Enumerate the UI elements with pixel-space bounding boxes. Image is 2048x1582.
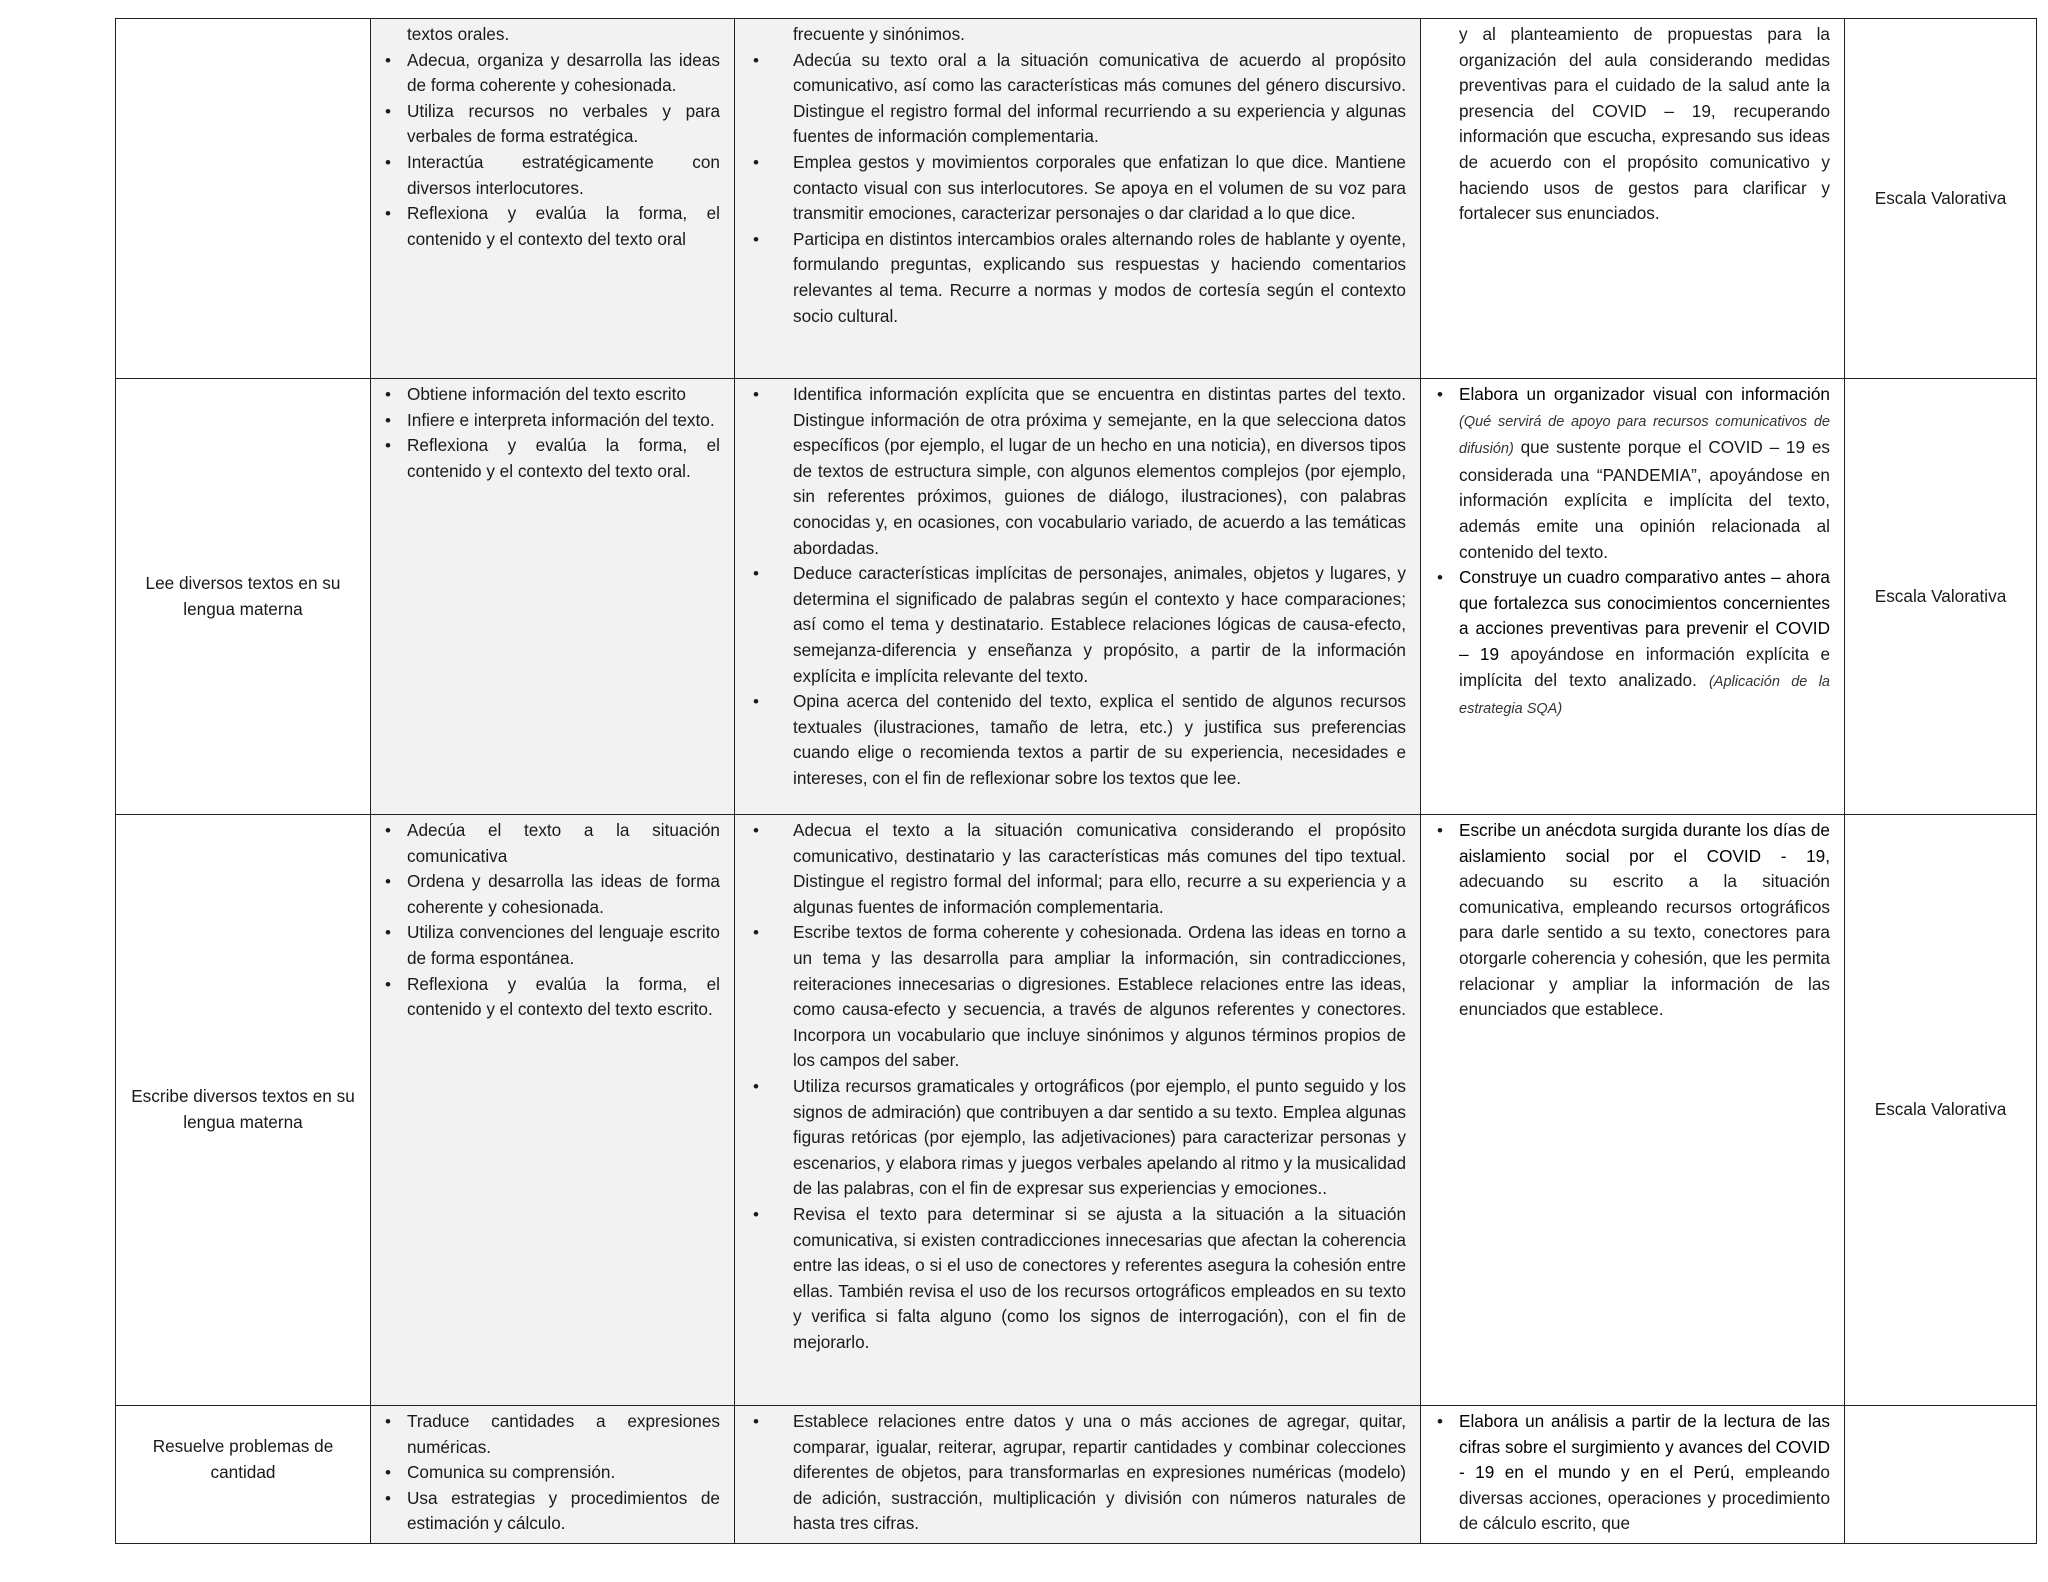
descriptor-item: • Opina acerca del contenido del texto, explica el sentido de algunos recursos textuales (ilustraciones, tamaño de letra, etc.) y justifica sus preferencias cuando elige o recomienda textos a partir de su experiencia, necesidades e intereses, con el fin de reflexionar sobre los textos que lee.: [753, 689, 1406, 791]
evidence-item: • Elabora un organizador visual con información (Qué servirá de apoyo para recursos comunicativos de difusión) que sustente porque el COVID – 19 es considerada una “PANDEMIA”, apoyándose en información explícita e implícita del texto, además emite una opinión relacionada al contenido del texto.: [1433, 382, 1830, 565]
descriptor-item: • Revisa el texto para determinar si se ajusta a la situación a la situación comunicativa, si existen contradicciones innecesarias que afectan la coherencia entre las ideas, o si el uso de conectores y referentes asegura la cohesión entre ellas. También revisa el uso de los recursos ortográficos empleados en su texto y verifica si falta alguno (como los signos de interrogación), con el fin de mejorarlo.: [753, 1202, 1406, 1356]
capacity-item: • Comunica su comprensión.: [381, 1460, 720, 1486]
capacities-cell: [371, 19, 735, 379]
table-row: [116, 815, 2037, 1406]
competency-label: Escribe diversos textos en su lengua materna: [131, 1086, 355, 1132]
table-row: [116, 1406, 2037, 1544]
evidence-cell: [1421, 379, 1845, 815]
evidence-item: • Construye un cuadro comparativo antes – ahora que fortalezca sus conocimientos concernientes a acciones preventivas para prevenir el COVID – 19 apoyándose en información explícita e implícita del texto analizado. (Aplicación de la estrategia SQA): [1433, 565, 1830, 723]
instrument-cell: [1845, 815, 2037, 1406]
capacity-item: • Reflexiona y evalúa la forma, el contenido y el contexto del texto escrito.: [381, 972, 720, 1023]
descriptors-cell: [735, 379, 1421, 815]
capacity-item: • Usa estrategias y procedimientos de estimación y cálculo.: [381, 1486, 720, 1537]
capacities-cell: [371, 1406, 735, 1544]
capacity-item: • Reflexiona y evalúa la forma, el contenido y el contexto del texto oral: [381, 201, 720, 252]
competency-label: Lee diversos textos en su lengua materna: [145, 572, 341, 619]
competency-cell: [116, 1406, 371, 1544]
competency-cell: [116, 815, 371, 1406]
instrument-cell: [1845, 379, 2037, 815]
capacity-item: textos orales.: [407, 24, 510, 44]
instrument-cell: [1845, 19, 2037, 379]
descriptor-item: • Identifica información explícita que se encuentra en distintas partes del texto. Distingue información de otra próxima y semejante, en la que selecciona datos específicos (por ejemplo, el lugar de un hecho en una noticia), en diversos tipos de textos de estructura simple, con algunos elementos complejos (por ejemplo, sin referentes próximos, guiones de diálogo, ilustraciones), con palabras conocidas y, en ocasiones, con vocabulario variado, de acuerdo a las temáticas abordadas.: [753, 382, 1406, 561]
descriptor-item: • Emplea gestos y movimientos corporales que enfatizan lo que dice. Mantiene contacto visual con sus interlocutores. Se apoya en el volumen de su voz para transmitir emociones, caracterizar personajes o dar claridad a lo que dice.: [753, 150, 1406, 227]
capacities-cell: [371, 815, 735, 1406]
instrument-cell: [1845, 1406, 2037, 1544]
capacity-item: • Utiliza recursos no verbales y para verbales de forma estratégica.: [381, 99, 720, 150]
competency-label: Resuelve problemas de cantidad: [152, 1436, 334, 1482]
capacity-item: • Utiliza convenciones del lenguaje escrito de forma espontánea.: [381, 920, 720, 971]
capacity-item: • Ordena y desarrolla las ideas de forma coherente y cohesionada.: [381, 869, 720, 920]
instrument-label: Escala Valorativa: [1874, 585, 2007, 606]
evidence-item: • Elabora un análisis a partir de la lectura de las cifras sobre el surgimiento y avances del COVID - 19 en el mundo y en el Perú, empleando diversas acciones, operaciones y procedimiento de cálculo escrito, que: [1433, 1409, 1830, 1537]
evidence-cell: [1421, 19, 1845, 379]
descriptor-item: • Adecúa su texto oral a la situación comunicativa de acuerdo al propósito comunicativo, así como las características más comunes del género discursivo. Distingue el registro formal del informal recurriendo a su experiencia y algunas fuentes de información complementaria.: [753, 48, 1406, 150]
capacities-cell: [371, 379, 735, 815]
descriptors-cell: [735, 19, 1421, 379]
instrument-label: Escala Valorativa: [1874, 187, 2007, 208]
capacity-item: • Obtiene información del texto escrito: [381, 382, 720, 408]
table-row: [116, 19, 2037, 379]
descriptor-item: • Deduce características implícitas de personajes, animales, objetos y lugares, y determina el significado de palabras según el contexto y hace comparaciones; así como el tema y destinatario. Establece relaciones lógicas de causa-efecto, semejanza-diferencia y enseñanza y propósito, a partir de la información explícita e implícita relevante del texto.: [753, 561, 1406, 689]
descriptor-item: • Utiliza recursos gramaticales y ortográficos (por ejemplo, el punto seguido y los signos de admiración) que contribuyen a dar sentido a su texto. Emplea algunas figuras retóricas (por ejemplo, las adjetivaciones) para caracterizar personas y escenarios, y elabora rimas y juegos verbales apelando al ritmo y la musicalidad de las palabras, con el fin de expresar sus experiencias y emociones..: [753, 1074, 1406, 1202]
evidence-text: y al planteamiento de propuestas para la organización del aula considerando medidas preventivas para el cuidado de la salud ante la presencia del COVID – 19, recuperando información que escucha, expresando sus ideas de acuerdo con el propósito comunicativo y haciendo usos de gestos para clarificar y fortalecer sus enunciados.: [1459, 24, 1830, 224]
evidence-item: • Escribe un anécdota surgida durante los días de aislamiento social por el COVID - 19, adecuando su escrito a la situación comunicativa, empleando recursos ortográficos para darle sentido a su texto, conectores para otorgarle coherencia y cohesión, que les permita relacionar y ampliar la información de las enunciados que establece.: [1433, 818, 1830, 1023]
capacity-item: • Adecua, organiza y desarrolla las ideas de forma coherente y cohesionada.: [381, 48, 720, 99]
descriptor-item: • Establece relaciones entre datos y una o más acciones de agregar, quitar, comparar, igualar, reiterar, agrupar, repartir cantidades y combinar colecciones diferentes de objetos, para transformarlas en expresiones numéricas (modelo) de adición, sustracción, multiplicación y división con números naturales de hasta tres cifras.: [753, 1409, 1406, 1537]
capacity-item: • Interactúa estratégicamente con diversos interlocutores.: [381, 150, 720, 201]
capacity-item: • Adecúa el texto a la situación comunicativa: [381, 818, 720, 869]
competency-cell: [116, 19, 371, 379]
instrument-label: Escala Valorativa: [1874, 1099, 2007, 1120]
capacity-item: • Traduce cantidades a expresiones numéricas.: [381, 1409, 720, 1460]
capacity-item: • Reflexiona y evalúa la forma, el contenido y el contexto del texto oral.: [381, 433, 720, 484]
descriptor-item: • Escribe textos de forma coherente y cohesionada. Ordena las ideas en torno a un tema y las desarrolla para ampliar la información, sin contradicciones, reiteraciones innecesarias o digresiones. Establece relaciones entre las ideas, como causa-efecto y secuencia, a través de algunos referentes y conectores. Incorpora un vocabulario que incluye sinónimos y algunos términos propios de los campos del saber.: [753, 920, 1406, 1074]
descriptors-cell: [735, 1406, 1421, 1544]
table-row: [116, 379, 2037, 815]
descriptor-item: frecuente y sinónimos.: [793, 24, 965, 44]
evidence-cell: [1421, 815, 1845, 1406]
evidence-cell: [1421, 1406, 1845, 1544]
descriptor-item: • Adecua el texto a la situación comunicativa considerando el propósito comunicativo, destinatario y las características más comunes del tipo textual. Distingue el registro formal del informal; para ello, recurre a su experiencia y a algunas fuentes de información complementaria.: [753, 818, 1406, 920]
descriptor-item: • Participa en distintos intercambios orales alternando roles de hablante y oyente, formulando preguntas, explicando sus respuestas y haciendo comentarios relevantes al tema. Recurre a normas y modos de cortesía según el contexto socio cultural.: [753, 227, 1406, 329]
capacity-item: • Infiere e interpreta información del texto.: [381, 408, 720, 434]
competency-cell: [116, 379, 371, 815]
competency-table: [115, 18, 2037, 1544]
descriptors-cell: [735, 815, 1421, 1406]
